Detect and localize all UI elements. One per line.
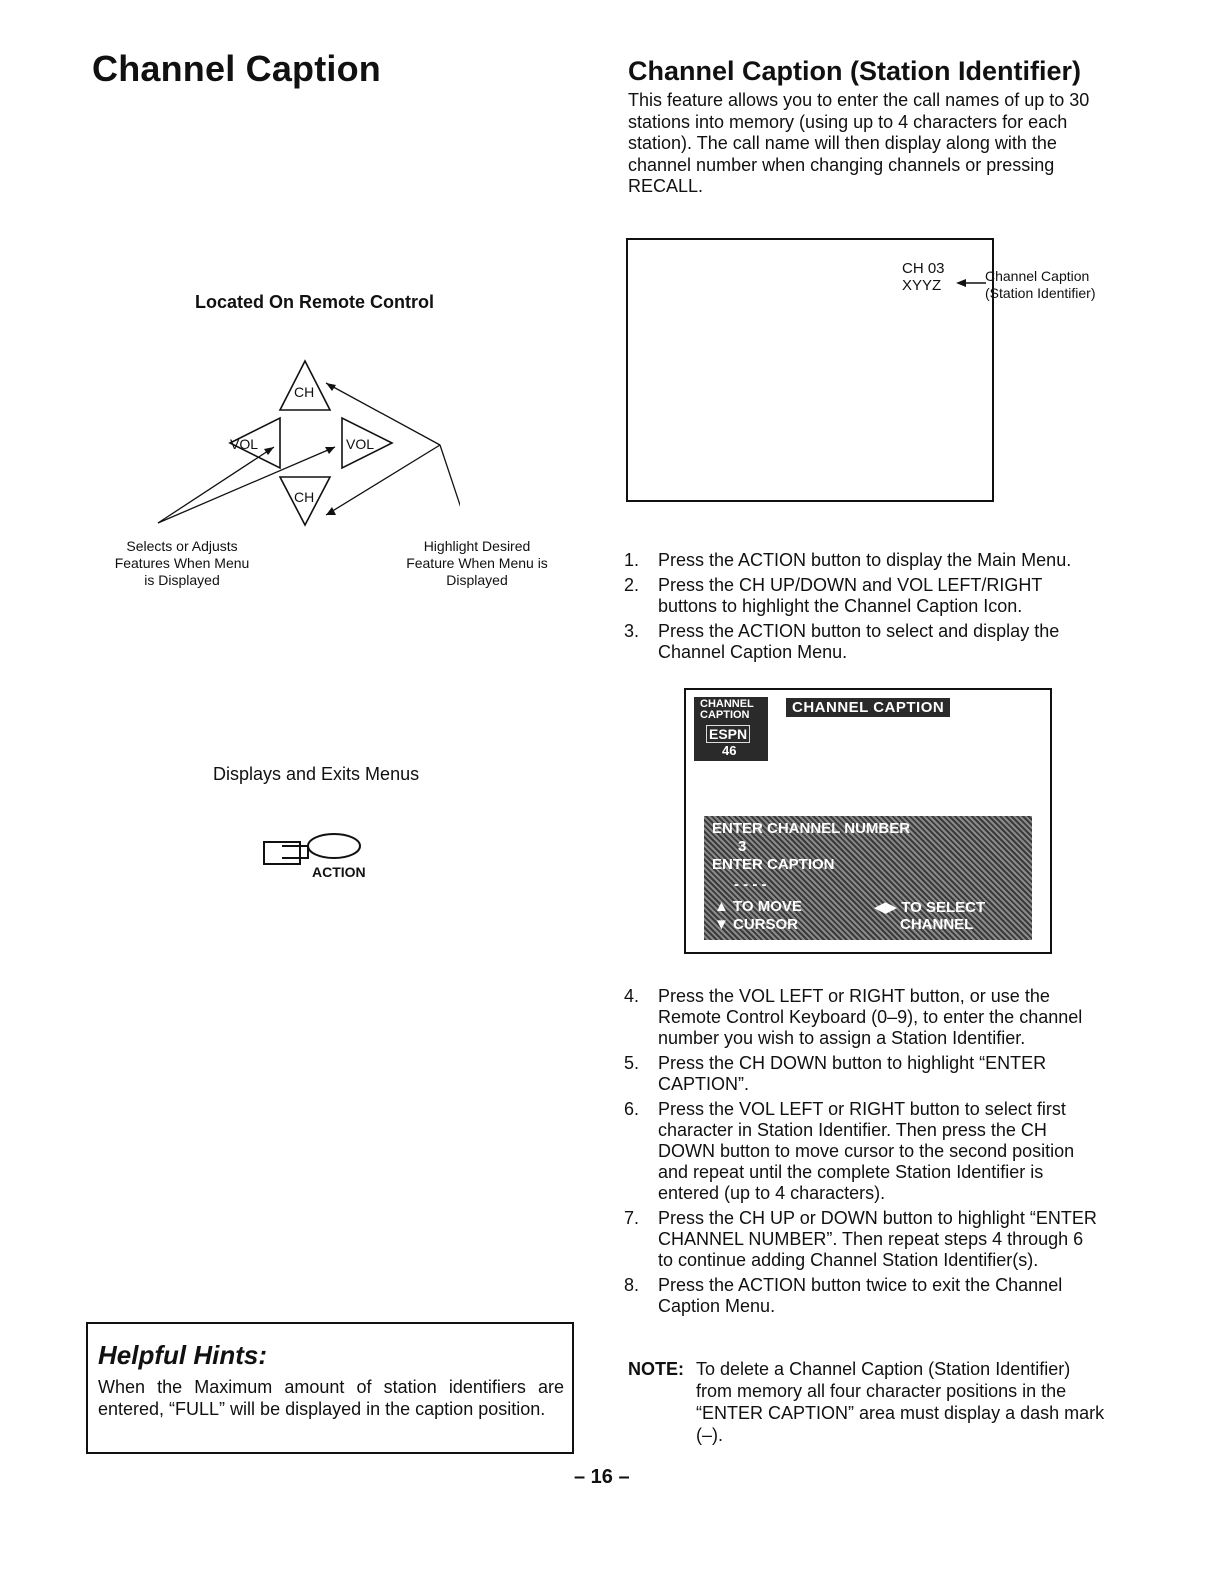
steps-list-a [624, 550, 1102, 667]
vol-left-label: VOL [230, 436, 259, 452]
tv-caption-label [985, 268, 1096, 302]
page-title: Channel Caption [92, 48, 381, 89]
list-item: 4. Press the VOL LEFT or RIGHT button, or use the Remote Control Keyboard (0–9), to enter the channel number you wish to assign a Station Identifier. [624, 986, 1083, 1048]
action-label: ACTION [312, 864, 366, 880]
displays-label: Displays and Exits Menus [213, 764, 420, 784]
enter-number-label: ENTER CHANNEL NUMBER [712, 820, 911, 837]
move-hint-2: ▼ CURSOR [714, 916, 799, 933]
remote-label: Located On Remote Control [195, 292, 435, 312]
note-label: NOTE: [628, 1359, 684, 1379]
menu-panel [704, 816, 1032, 940]
list-item: 1. Press the ACTION button to display the Main Menu. [624, 550, 1072, 570]
vol-right-label: VOL [346, 436, 375, 452]
list-item: 6. Press the VOL LEFT or RIGHT button to select first character in Station Identifier. Then press the CH DOWN button to move cursor to the second position and repeat until the complete Station Identifier is entered (up to 4 characters). [624, 1099, 1075, 1203]
list-item: 5. Press the CH DOWN button to highlight “ENTER CAPTION”. [624, 1053, 1047, 1094]
intro-paragraph: This feature allows you to enter the call names of up to 30 stations into memory (using up to 4 characters for each station). The call name will then display along with the channel number when changing channels or pressing RECALL. [628, 90, 1090, 196]
select-hint-1: ◀▶ TO SELECT [874, 899, 986, 916]
menu-title: CHANNEL CAPTION [786, 698, 950, 717]
tv-caption-line1: Channel Caption [985, 268, 1090, 284]
caption-right: Highlight Desired Feature When Menu is Displayed [406, 538, 548, 588]
tv-caption-line2: (Station Identifier) [985, 285, 1096, 301]
steps-list-b [624, 986, 1102, 1321]
icon-line3: 46 [722, 743, 737, 758]
remote-diagram [150, 355, 460, 535]
helpful-hints-title: Helpful Hints: [98, 1340, 267, 1370]
note-text: To delete a Channel Caption (Station Identifier) from memory all four character positions in the “ENTER CAPTION” area must display a dash mark (–). [696, 1359, 1105, 1445]
caption-value: - - - - [734, 876, 767, 893]
list-item: 3. Press the ACTION button to select and display the Channel Caption Menu. [624, 621, 1060, 662]
helpful-hints-text: When the Maximum amount of station identifiers are entered, “FULL” will be displayed in the caption position. [98, 1377, 564, 1419]
move-hint-1: ▲ TO MOVE [714, 898, 802, 915]
list-item: 2. Press the CH UP/DOWN and VOL LEFT/RIGHT buttons to highlight the Channel Caption Icon. [624, 575, 1043, 616]
ch-up-label: CH [294, 384, 315, 400]
number-value: 3 [738, 838, 747, 855]
list-item: 8. Press the ACTION button twice to exit the Channel Caption Menu. [624, 1275, 1063, 1316]
page-number: – 16 – [574, 1466, 630, 1488]
list-item: 7. Press the CH UP or DOWN button to highlight “ENTER CHANNEL NUMBER”. Then repeat steps 4 through 6 to continue adding Channel Station Identifier(s). [624, 1208, 1097, 1270]
action-button-icon [262, 832, 362, 868]
channel-caption-icon [694, 697, 768, 761]
icon-line1: CHANNEL CAPTION [700, 698, 754, 721]
caption-left: Selects or Adjusts Features When Menu is Displayed [114, 538, 250, 588]
ch-down-label: CH [294, 489, 315, 505]
enter-caption-label: ENTER CAPTION [712, 856, 835, 873]
tv-station-id: XYYZ [902, 277, 942, 294]
arrow-left-icon [956, 278, 986, 288]
select-hint-2: CHANNEL [900, 916, 974, 933]
tv-channel-number: CH 03 [902, 260, 945, 277]
tv-channel-display [902, 260, 945, 294]
section-title: Channel Caption (Station Identifier) [628, 56, 1081, 86]
icon-line2: ESPN [706, 725, 750, 743]
